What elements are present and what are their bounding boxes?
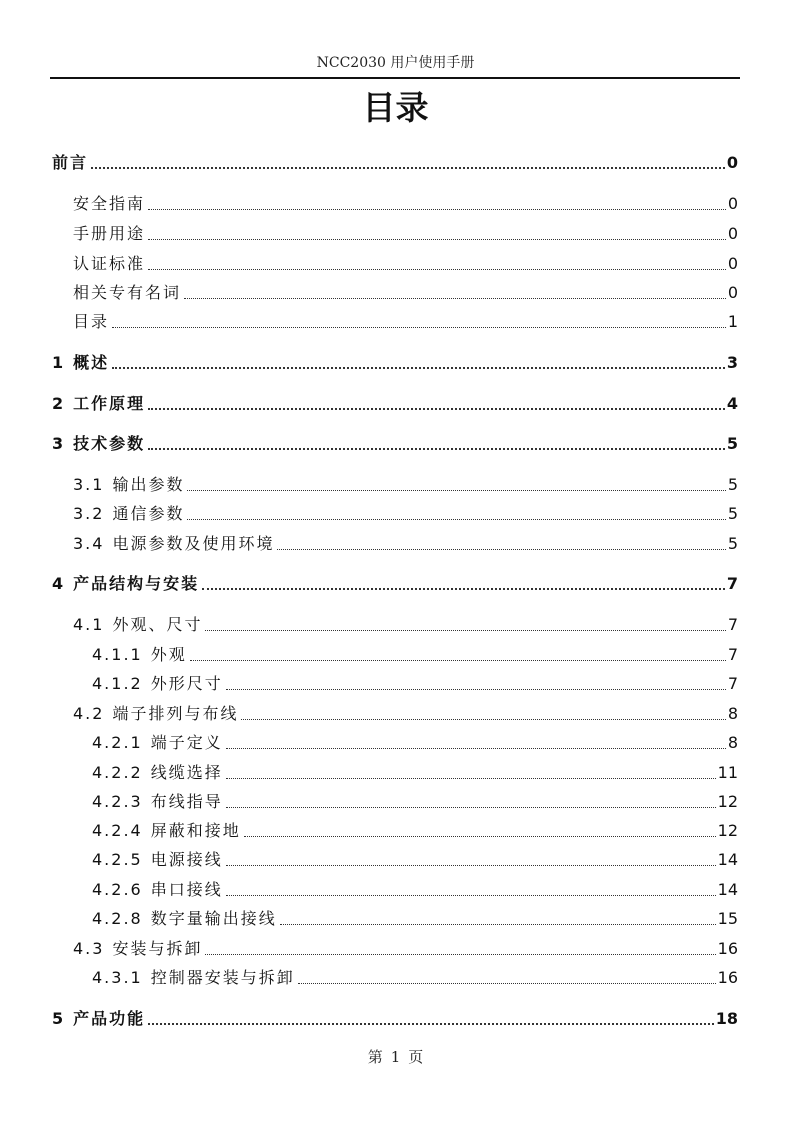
toc-entry-page: 12 [717,821,738,840]
running-header: NCC2030 用户使用手册 [316,55,475,71]
toc-entry-number: 4.2.1 [92,733,143,752]
toc-entry-label [73,223,145,245]
toc-entry[interactable] [73,474,738,496]
toc-entry-number: 4 [52,574,66,593]
toc-entry-page: 14 [717,880,738,899]
toc-entry-label [73,311,109,333]
dot-leader [205,630,725,631]
toc-entry-title: 端子排列与布线 [112,704,239,723]
toc-entry-title: 外观、尺寸 [112,615,203,634]
toc-entry-label [73,253,145,275]
toc-entry[interactable] [52,393,738,415]
toc-entry-title: 线缆选择 [150,763,223,782]
dot-leader [148,448,725,450]
dot-leader [226,895,716,896]
toc-entry-page: 8 [727,704,738,723]
toc-entry-label [92,644,187,666]
dot-leader [226,748,726,749]
toc-entry-title: 外形尺寸 [150,674,223,693]
toc-entry-number: 4.2 [73,704,105,723]
toc-entry-title: 安全指南 [73,194,146,213]
toc-entry-number: 4.2.2 [92,763,143,782]
toc-entry-page: 0 [727,194,738,213]
dot-leader [148,239,726,240]
toc-entry[interactable] [92,762,738,784]
toc-entry-title: 输出参数 [112,475,185,494]
toc-entry-title: 手册用途 [73,224,146,243]
toc-entry-label [92,820,241,842]
toc-entry[interactable] [73,503,738,525]
dot-leader [187,490,725,491]
toc-entry-title: 产品结构与安装 [73,574,200,593]
dot-leader [187,519,725,520]
toc-entry-title: 通信参数 [112,504,185,523]
toc-entry-page: 3 [726,353,738,372]
toc-entry[interactable] [92,673,738,695]
toc-entry-title: 前言 [52,153,89,172]
toc-entry-label [52,433,145,455]
toc-entry[interactable] [92,879,738,901]
toc-entry-title: 目录 [73,312,110,331]
toc-entry-page: 5 [727,475,738,494]
toc-entry-page: 16 [717,939,738,958]
toc-entry-title: 工作原理 [73,394,146,413]
toc-entry-page: 0 [727,254,738,273]
toc-entry-label [73,503,184,525]
dot-leader [112,327,726,328]
dot-leader [148,408,725,410]
toc-entry-title: 数字量输出接线 [150,909,277,928]
toc-entry[interactable] [92,791,738,813]
toc-entry-title: 电源参数及使用环境 [112,534,275,553]
toc-entry[interactable] [52,433,738,455]
toc-entry-number: 3.2 [73,504,105,523]
dot-leader [277,549,725,550]
toc-entry-number: 4.2.4 [92,821,143,840]
toc-entry-page: 0 [727,224,738,243]
toc-entry-number: 4.1 [73,615,105,634]
footer-prefix: 第 [367,1048,383,1066]
dot-leader [280,924,716,925]
toc-entry-number: 5 [52,1009,66,1028]
toc-heading: 目录 [362,88,429,127]
toc-entry-label [92,791,223,813]
dot-leader [244,836,716,837]
toc-entry-page: 0 [727,283,738,302]
dot-leader [226,807,716,808]
toc-entry-title: 相关专有名词 [73,283,182,302]
toc-entry-page: 7 [727,674,738,693]
toc-entry[interactable] [52,352,738,374]
header-rule [50,77,740,79]
toc-entry-number: 4.2.6 [92,880,143,899]
toc-entry-page: 0 [726,153,738,172]
toc-entry-page: 11 [717,763,738,782]
toc-entry[interactable] [73,703,738,725]
footer-suffix: 页 [408,1048,424,1066]
toc-entry-label [73,193,145,215]
toc-entry[interactable] [73,614,738,636]
toc-entry-page: 5 [727,534,738,553]
toc-entry-page: 5 [726,434,738,453]
toc-entry-page: 14 [717,850,738,869]
toc-entry-number: 4.3 [73,939,105,958]
toc-entry-label [73,533,274,555]
toc-entry-title: 控制器安装与拆卸 [150,968,295,987]
dot-leader [148,269,726,270]
toc-entry[interactable] [92,820,738,842]
toc-entry-number: 4.3.1 [92,968,143,987]
toc-entry-label [52,573,199,595]
toc-entry-page: 8 [727,733,738,752]
toc-entry-label [92,967,295,989]
toc-entry-page: 5 [727,504,738,523]
toc-entry-title: 产品功能 [73,1009,146,1028]
toc-entry[interactable] [52,573,738,595]
toc-entry[interactable] [73,223,738,245]
toc-entry-title: 概述 [73,353,110,372]
toc-entry-number: 4.2.8 [92,909,143,928]
toc-entry[interactable] [92,732,738,754]
toc-entry-page: 7 [727,645,738,664]
toc-entry-number: 4.1.1 [92,645,143,664]
toc-entry-label [92,849,223,871]
toc-entry[interactable] [52,152,738,174]
toc-entry-number: 3 [52,434,66,453]
toc-entry-title: 端子定义 [150,733,223,752]
toc-entry-number: 4.2.5 [92,850,143,869]
dot-leader [298,983,716,984]
toc-entry-number: 4.2.3 [92,792,143,811]
dot-leader [226,865,716,866]
toc-entry[interactable] [92,967,738,989]
toc-entry-label [52,393,145,415]
toc-entry[interactable] [73,253,738,275]
toc-entry[interactable] [73,282,738,304]
toc-entry-label [52,152,88,174]
toc-entry-title: 串口接线 [150,880,223,899]
toc-entry-title: 外观 [150,645,187,664]
page-footer [0,1047,791,1067]
toc-entry[interactable] [52,1008,738,1030]
dot-leader [226,689,726,690]
dot-leader [241,719,725,720]
toc-entry-label [92,732,223,754]
dot-leader [148,1023,714,1025]
dot-leader [91,167,725,169]
toc-entry[interactable] [73,938,738,960]
toc-entry-label [73,282,181,304]
toc-entry-label [73,703,238,725]
toc-entry-label [92,762,223,784]
toc-entry-title: 电源接线 [150,850,223,869]
toc-entry-label [92,908,277,930]
dot-leader [226,778,716,779]
toc-entry-page: 16 [717,968,738,987]
dot-leader [190,660,726,661]
dot-leader [112,367,725,369]
toc-entry-title: 布线指导 [150,792,223,811]
toc-entry-label [73,474,184,496]
toc-entry[interactable] [73,311,738,333]
toc-entry-title: 认证标准 [73,254,146,273]
toc-entry[interactable] [92,644,738,666]
dot-leader [184,298,726,299]
toc-entry-label [73,614,202,636]
footer-page-number: 1 [390,1048,401,1066]
toc-entry[interactable] [92,908,738,930]
toc-entry-title: 技术参数 [73,434,146,453]
dot-leader [148,209,726,210]
toc-entry-number: 3.4 [73,534,105,553]
toc-entry-label [92,673,223,695]
toc-entry-number: 1 [52,353,66,372]
toc-entry-label [73,938,202,960]
toc-entry-page: 1 [727,312,738,331]
toc-entry-page: 15 [717,909,738,928]
toc-entry-page: 12 [717,792,738,811]
toc-entry-label [52,352,109,374]
toc-entry-page: 18 [715,1009,738,1028]
toc-entry-title: 安装与拆卸 [112,939,203,958]
toc-entry-page: 4 [726,394,738,413]
toc-entry-label [92,879,223,901]
toc-entry-number: 3.1 [73,475,105,494]
dot-leader [202,588,725,590]
toc-entry-number: 2 [52,394,66,413]
dot-leader [205,954,715,955]
toc-entry-title: 屏蔽和接地 [150,821,241,840]
toc-entry[interactable] [73,193,738,215]
toc-entry-label [52,1008,145,1030]
toc-entry-number: 4.1.2 [92,674,143,693]
toc-entry-page: 7 [727,615,738,634]
toc-entry-page: 7 [726,574,738,593]
toc-entry[interactable] [73,533,738,555]
toc-entry[interactable] [92,849,738,871]
